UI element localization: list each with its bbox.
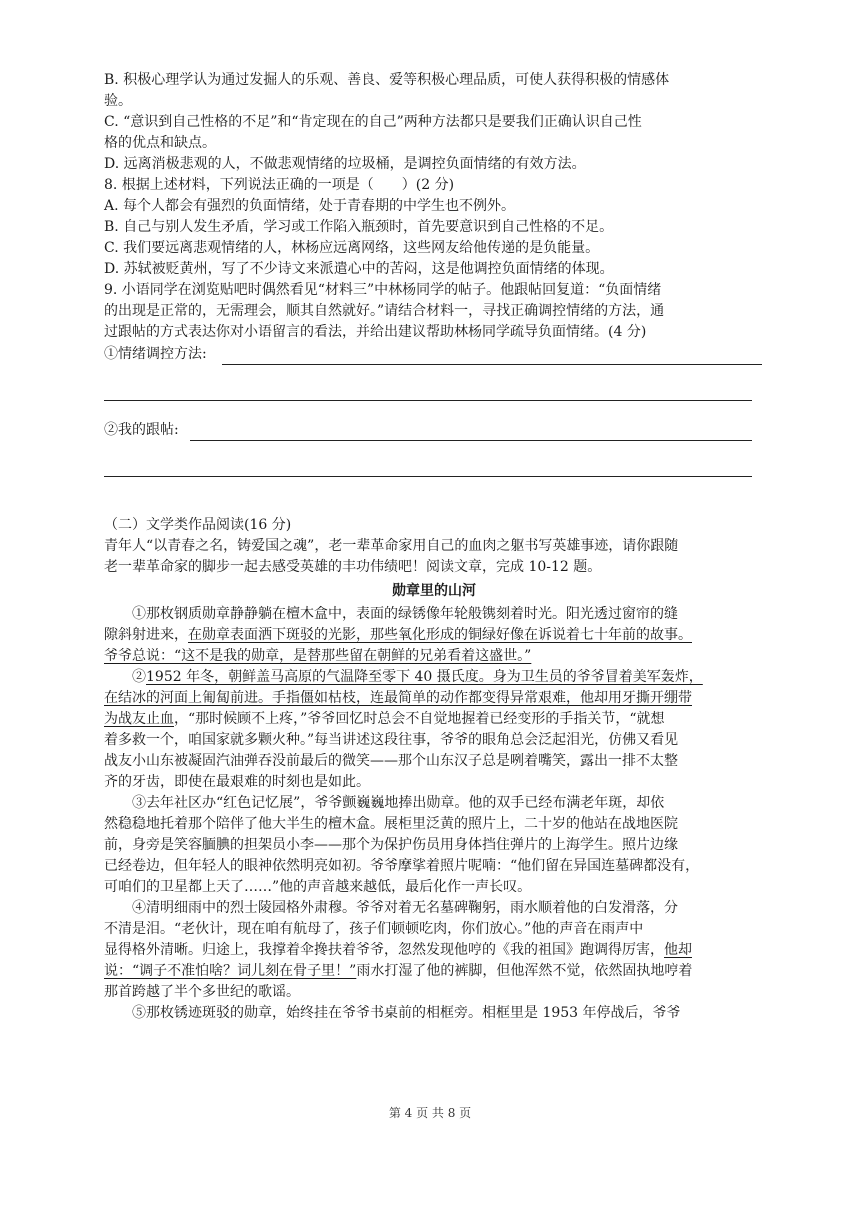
question-8-stem: 8. 根据上述材料，下列说法正确的一项是（ ）(2 分) xyxy=(104,177,455,193)
answer-label-my-reply: ②我的跟帖: xyxy=(104,422,179,438)
section-intro-line-1: 青年人“以青春之名，铸爱国之魂”，老一辈革命家用自己的血肉之躯书写英雄事迹，请你跟随 xyxy=(104,538,679,554)
paragraph-2-line-1 xyxy=(104,667,764,688)
paragraph-2-line-6: 齐的牙齿，即使在最艰难的时刻也是如此。 xyxy=(104,774,370,790)
underlined-sentence: 说：“调子不准怕啥？词儿刻在骨子里！” xyxy=(104,963,357,979)
paragraph-1-line-2 xyxy=(104,625,764,646)
paragraph-4-line-5: 那首跨越了半个多世纪的歌谣。 xyxy=(104,984,300,1000)
option-d-line: D. 远离消极悲观的人，不做悲观情绪的垃圾桶，是调控负面情绪的有效方法。 xyxy=(104,156,586,172)
question-8-option-a: A. 每个人都会有强烈的负面情绪，处于青春期的中学生也不例外。 xyxy=(104,198,516,214)
paragraph-2-line-5: 战友小山东被凝固汽油弹吞没前最后的微笑——那个山东汉子总是咧着嘴笑，露出一排不太整 xyxy=(104,753,678,769)
answer-label-emotion-method: ①情绪调控方法: xyxy=(104,346,207,362)
underlined-sentence: 1952 年冬，朝鲜盖马高原的气温降至零下 40 摄氏度。身为卫生员的爷爷冒着美军轰炸， xyxy=(146,669,703,685)
paragraph-4-line-4 xyxy=(104,961,764,982)
answer-underline xyxy=(190,440,752,441)
answer-underline xyxy=(222,364,762,365)
page-content xyxy=(104,70,764,1024)
question-8-option-b: B. 自己与别人发生矛盾，学习或工作陷入瓶颈时，首先要意识到自己性格的不足。 xyxy=(104,219,614,235)
answer-field-my-reply[interactable] xyxy=(104,419,764,445)
paragraph-3-line-3: 前，身旁是笑容腼腆的担架员小李——那个为保护伤员用身体挡住弹片的上海学生。照片边缘 xyxy=(104,837,678,853)
paragraph-1-line-3 xyxy=(104,646,764,667)
underlined-sentence: 在勋章表面洒下斑驳的光影，那些氧化形成的铜绿好像在诉说着七十年前的故事。 xyxy=(188,627,692,643)
underlined-sentence: 为战友止血 xyxy=(104,711,174,727)
question-9-line-3: 过跟帖的方式表达你对小语留言的看法，并给出建议帮助林杨同学疏导负面情绪。(4 分) xyxy=(104,324,647,340)
text-span: 隙斜射进来， xyxy=(104,627,188,643)
text-span: 显得格外清晰。归途上，我撑着伞搀扶着爷爷，忽然发现他哼的《我的祖国》跑调得厉害， xyxy=(104,942,664,958)
text-span: ，“那时候顾不上疼，”爷爷回忆时总会不自觉地握着已经变形的手指关节，“就想 xyxy=(174,711,665,727)
paragraph-4-line-2: 不清是泪。“老伙计，现在咱有航母了，孩子们顿顿吃肉，你们放心。”他的声音在雨声中 xyxy=(104,921,644,937)
paragraph-3-line-2: 然稳稳地托着那个陪伴了他大半生的檀木盒。展柜里泛黄的照片上，二十岁的他站在战地医院 xyxy=(104,816,678,832)
question-9-line-2: 的出现是正常的，无需理会，顺其自然就好。”请结合材料一，寻找正确调控情绪的方法，通 xyxy=(104,303,665,319)
answer-blank-line-1[interactable] xyxy=(104,369,764,405)
paragraph-3-line-4: 已经卷边，但年轻人的眼神依然明亮如初。爷爷摩挲着照片呢喃：“他们留在异国连墓碑都没有， xyxy=(104,858,700,874)
text-span: 雨水打湿了他的裤脚，但他浑然不觉，依然固执地哼着 xyxy=(356,963,693,979)
answer-blank-line-2[interactable] xyxy=(104,445,764,481)
paragraph-3-line-5: 可咱们的卫星都上天了……”他的声音越来越低，最后化作一声长叹。 xyxy=(104,879,532,895)
option-c-line-2: 格的优点和缺点。 xyxy=(104,135,216,151)
paragraph-1-line-1: ①那枚钢质勋章静静躺在檀木盒中，表面的绿锈像年轮般镌刻着时光。阳光透过窗帘的缝 xyxy=(104,606,678,622)
underlined-sentence: 他却 xyxy=(664,942,692,958)
question-8-option-c: C. 我们要远离悲观情绪的人，林杨应远离网络，这些网友给他传递的是负能量。 xyxy=(104,240,600,256)
paragraph-2-line-4: 着多救一个，咱国家就多颗火种。”每当讲述这段往事，爷爷的眼角总会泛起泪光，仿佛又看见 xyxy=(104,732,679,748)
section-intro-line-2: 老一辈革命家的脚步一起去感受英雄的丰功伟绩吧！阅读文章，完成 10-12 题。 xyxy=(104,559,602,575)
answer-field-emotion-method[interactable] xyxy=(104,343,764,369)
underlined-sentence: 爷爷总说：“这不是我的勋章，是替那些留在朝鲜的兄弟看着这盛世。” xyxy=(104,648,532,664)
paragraph-3-line-1: ③去年社区办“红色记忆展”，爷爷颤巍巍地捧出勋章。他的双手已经布满老年斑，却依 xyxy=(104,795,665,811)
option-c-line-1: C. “意识到自己性格的不足”和“肯定现在的自己”两种方法都只是要我们正确认识自己性 xyxy=(104,114,642,130)
paragraph-4-line-1: ④清明细雨中的烈士陵园格外肃穆。爷爷对着无名墓碑鞠躬，雨水顺着他的白发滑落，分 xyxy=(104,900,678,916)
question-9-line-1: 9. 小语同学在浏览贴吧时偶然看见“材料三”中林杨同学的帖子。他跟帖回复道：“负面情绪 xyxy=(104,282,662,298)
paragraph-5-line-1: ⑤那枚锈迹斑驳的勋章，始终挂在爷爷书桌前的相框旁。相框里是 1953 年停战后，爷爷 xyxy=(104,1005,681,1021)
article-title: 勋章里的山河 xyxy=(392,583,476,599)
underlined-sentence: 在结冰的河面上匍匐前进。手指僵如枯枝，连最简单的动作都变得异常艰难，他却用牙撕开绷带 xyxy=(104,690,692,706)
paragraph-4-line-3 xyxy=(104,940,764,961)
paragraph-2-line-2 xyxy=(104,688,764,709)
section-heading: （二）文学类作品阅读(16 分) xyxy=(104,517,292,533)
page-number-footer: 第 4 页 共 8 页 xyxy=(388,1106,472,1120)
question-8-option-d: D. 苏轼被贬黄州，写了不少诗文来派遣心中的苦闷，这是他调控负面情绪的体现。 xyxy=(104,261,614,277)
option-b-line-1: B. 积极心理学认为通过发掘人的乐观、善良、爱等积极心理品质，可使人获得积极的情感体 xyxy=(104,72,670,88)
text-span: ② xyxy=(104,669,146,685)
answer-underline xyxy=(104,400,752,401)
paragraph-2-line-3 xyxy=(104,709,764,730)
option-b-line-2: 验。 xyxy=(104,93,132,109)
answer-underline xyxy=(104,476,752,477)
